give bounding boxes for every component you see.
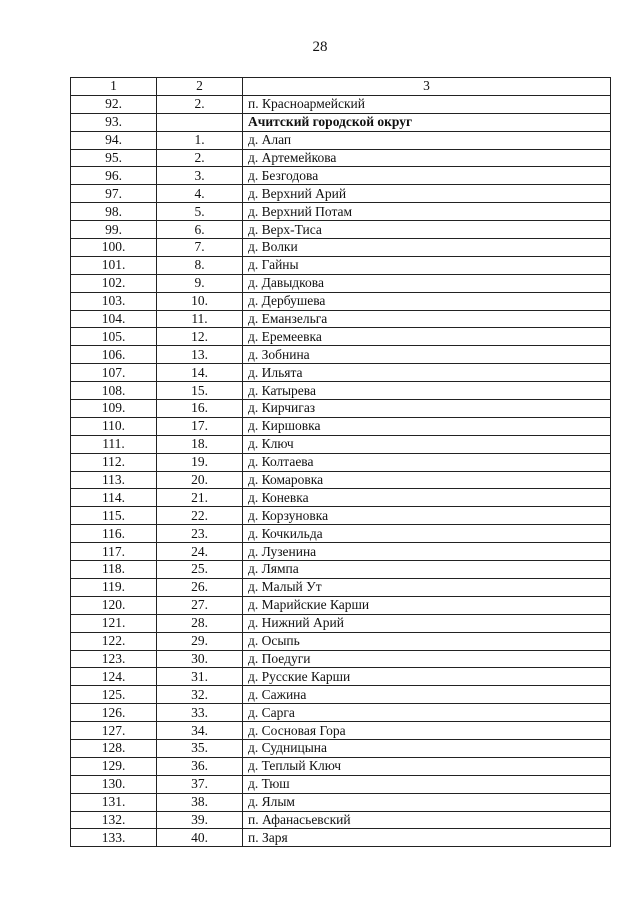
sub-number-cell: 34. [157,722,243,740]
settlement-name-cell: д. Кирчигаз [243,400,611,418]
table-row [71,632,611,650]
sub-number-cell: 18. [157,435,243,453]
settlement-name-cell: д. Ключ [243,435,611,453]
table-row [71,471,611,489]
row-number-cell: 93. [71,113,157,131]
row-number-cell: 107. [71,364,157,382]
settlement-name-cell: Ачитский городской округ [243,113,611,131]
row-number-cell: 115. [71,507,157,525]
table-row [71,382,611,400]
sub-number-cell: 10. [157,292,243,310]
row-number-cell: 108. [71,382,157,400]
header-col-1: 1 [71,78,157,96]
row-number-cell: 111. [71,435,157,453]
settlement-name-cell: д. Лузенина [243,543,611,561]
settlement-name-cell: д. Теплый Ключ [243,757,611,775]
row-number-cell: 116. [71,525,157,543]
settlement-name-cell: д. Осыпь [243,632,611,650]
row-number-cell: 127. [71,722,157,740]
row-number-cell: 102. [71,274,157,292]
sub-number-cell: 28. [157,614,243,632]
table-row [71,256,611,274]
row-number-cell: 118. [71,561,157,579]
row-number-cell: 103. [71,292,157,310]
sub-number-cell: 35. [157,739,243,757]
sub-number-cell: 5. [157,203,243,221]
table-row [71,722,611,740]
settlement-name-cell: п. Красноармейский [243,95,611,113]
table-row [71,221,611,239]
settlement-name-cell: д. Кочкильда [243,525,611,543]
settlement-name-cell: д. Гайны [243,256,611,274]
sub-number-cell: 3. [157,167,243,185]
sub-number-cell: 14. [157,364,243,382]
table-row [71,239,611,257]
table-header-row [71,78,611,96]
table-row [71,292,611,310]
settlement-name-cell: д. Коневка [243,489,611,507]
sub-number-cell: 8. [157,256,243,274]
table-row [71,328,611,346]
sub-number-cell: 31. [157,668,243,686]
sub-number-cell: 13. [157,346,243,364]
settlement-name-cell: д. Нижний Арий [243,614,611,632]
table-row [71,131,611,149]
settlement-name-cell: д. Киршовка [243,417,611,435]
settlement-name-cell: д. Колтаева [243,453,611,471]
sub-number-cell: 2. [157,95,243,113]
settlement-name-cell: д. Дербушева [243,292,611,310]
table-row [71,149,611,167]
table-row [71,185,611,203]
table-row [71,829,611,847]
sub-number-cell: 9. [157,274,243,292]
table-row [71,775,611,793]
sub-number-cell: 11. [157,310,243,328]
table-row [71,346,611,364]
table-row [71,203,611,221]
row-number-cell: 128. [71,739,157,757]
table-row [71,417,611,435]
row-number-cell: 133. [71,829,157,847]
settlement-name-cell: д. Артемейкова [243,149,611,167]
sub-number-cell: 38. [157,793,243,811]
row-number-cell: 104. [71,310,157,328]
settlement-name-cell: д. Тюш [243,775,611,793]
table-row [71,95,611,113]
sub-number-cell: 27. [157,596,243,614]
row-number-cell: 96. [71,167,157,185]
settlement-name-cell: д. Судницына [243,739,611,757]
settlement-name-cell: д. Давыдкова [243,274,611,292]
settlement-name-cell: д. Комаровка [243,471,611,489]
table-row [71,435,611,453]
table-row [71,453,611,471]
sub-number-cell: 25. [157,561,243,579]
table-row [71,739,611,757]
sub-number-cell: 7. [157,239,243,257]
row-number-cell: 106. [71,346,157,364]
table-row [71,650,611,668]
row-number-cell: 94. [71,131,157,149]
settlement-name-cell: д. Ялым [243,793,611,811]
row-number-cell: 92. [71,95,157,113]
table-row [71,578,611,596]
table-row [71,167,611,185]
header-col-2: 2 [157,78,243,96]
table-row [71,596,611,614]
row-number-cell: 126. [71,704,157,722]
table-row [71,704,611,722]
row-number-cell: 99. [71,221,157,239]
settlement-name-cell: д. Сарга [243,704,611,722]
row-number-cell: 112. [71,453,157,471]
sub-number-cell: 22. [157,507,243,525]
row-number-cell: 98. [71,203,157,221]
sub-number-cell: 29. [157,632,243,650]
row-number-cell: 130. [71,775,157,793]
row-number-cell: 132. [71,811,157,829]
page-number: 28 [312,39,328,55]
settlement-name-cell: д. Ильята [243,364,611,382]
sub-number-cell: 39. [157,811,243,829]
sub-number-cell: 37. [157,775,243,793]
table-row [71,793,611,811]
settlement-name-cell: п. Афанасьевский [243,811,611,829]
sub-number-cell: 2. [157,149,243,167]
sub-number-cell: 23. [157,525,243,543]
sub-number-cell: 6. [157,221,243,239]
settlement-name-cell: д. Безгодова [243,167,611,185]
settlement-name-cell: д. Еремеевка [243,328,611,346]
row-number-cell: 122. [71,632,157,650]
settlement-name-cell: д. Катырева [243,382,611,400]
settlement-name-cell: д. Зобнина [243,346,611,364]
sub-number-cell: 20. [157,471,243,489]
sub-number-cell: 32. [157,686,243,704]
row-number-cell: 109. [71,400,157,418]
table-row [71,757,611,775]
row-number-cell: 101. [71,256,157,274]
row-number-cell: 105. [71,328,157,346]
table-row [71,561,611,579]
settlement-name-cell: д. Алап [243,131,611,149]
table-row [71,364,611,382]
sub-number-cell: 12. [157,328,243,346]
table-row [71,310,611,328]
sub-number-cell: 19. [157,453,243,471]
row-number-cell: 123. [71,650,157,668]
row-number-cell: 100. [71,239,157,257]
sub-number-cell: 30. [157,650,243,668]
sub-number-cell: 36. [157,757,243,775]
sub-number-cell: 1. [157,131,243,149]
settlement-name-cell: д. Лямпа [243,561,611,579]
row-number-cell: 117. [71,543,157,561]
settlement-name-cell: д. Волки [243,239,611,257]
row-number-cell: 129. [71,757,157,775]
settlement-name-cell: д. Русские Карши [243,668,611,686]
sub-number-cell: 26. [157,578,243,596]
settlement-name-cell: д. Марийские Карши [243,596,611,614]
settlement-name-cell: д. Еманзельга [243,310,611,328]
sub-number-cell: 24. [157,543,243,561]
table-row [71,614,611,632]
settlement-name-cell: д. Поедуги [243,650,611,668]
row-number-cell: 97. [71,185,157,203]
sub-number-cell: 33. [157,704,243,722]
settlement-name-cell: д. Верхний Арий [243,185,611,203]
row-number-cell: 120. [71,596,157,614]
settlement-name-cell: д. Верхний Потам [243,203,611,221]
row-number-cell: 121. [71,614,157,632]
row-number-cell: 124. [71,668,157,686]
row-number-cell: 95. [71,149,157,167]
table-row [71,400,611,418]
sub-number-cell: 40. [157,829,243,847]
table-row [71,811,611,829]
sub-number-cell: 15. [157,382,243,400]
settlements-table [70,77,611,847]
sub-number-cell: 17. [157,417,243,435]
row-number-cell: 113. [71,471,157,489]
sub-number-cell [157,113,243,131]
table-body [71,78,611,847]
sub-number-cell: 16. [157,400,243,418]
row-number-cell: 131. [71,793,157,811]
header-col-3: 3 [243,78,611,96]
table-row [71,543,611,561]
table-row [71,507,611,525]
sub-number-cell: 4. [157,185,243,203]
sub-number-cell: 21. [157,489,243,507]
settlement-name-cell: п. Заря [243,829,611,847]
row-number-cell: 125. [71,686,157,704]
settlement-name-cell: д. Корзуновка [243,507,611,525]
settlement-name-cell: д. Верх-Тиса [243,221,611,239]
row-number-cell: 114. [71,489,157,507]
settlement-name-cell: д. Сосновая Гора [243,722,611,740]
table-row [71,668,611,686]
row-number-cell: 110. [71,417,157,435]
settlement-name-cell: д. Сажина [243,686,611,704]
table-row [71,686,611,704]
row-number-cell: 119. [71,578,157,596]
settlement-name-cell: д. Малый Ут [243,578,611,596]
table-row [71,274,611,292]
table-row [71,525,611,543]
table-row [71,113,611,131]
table-row [71,489,611,507]
